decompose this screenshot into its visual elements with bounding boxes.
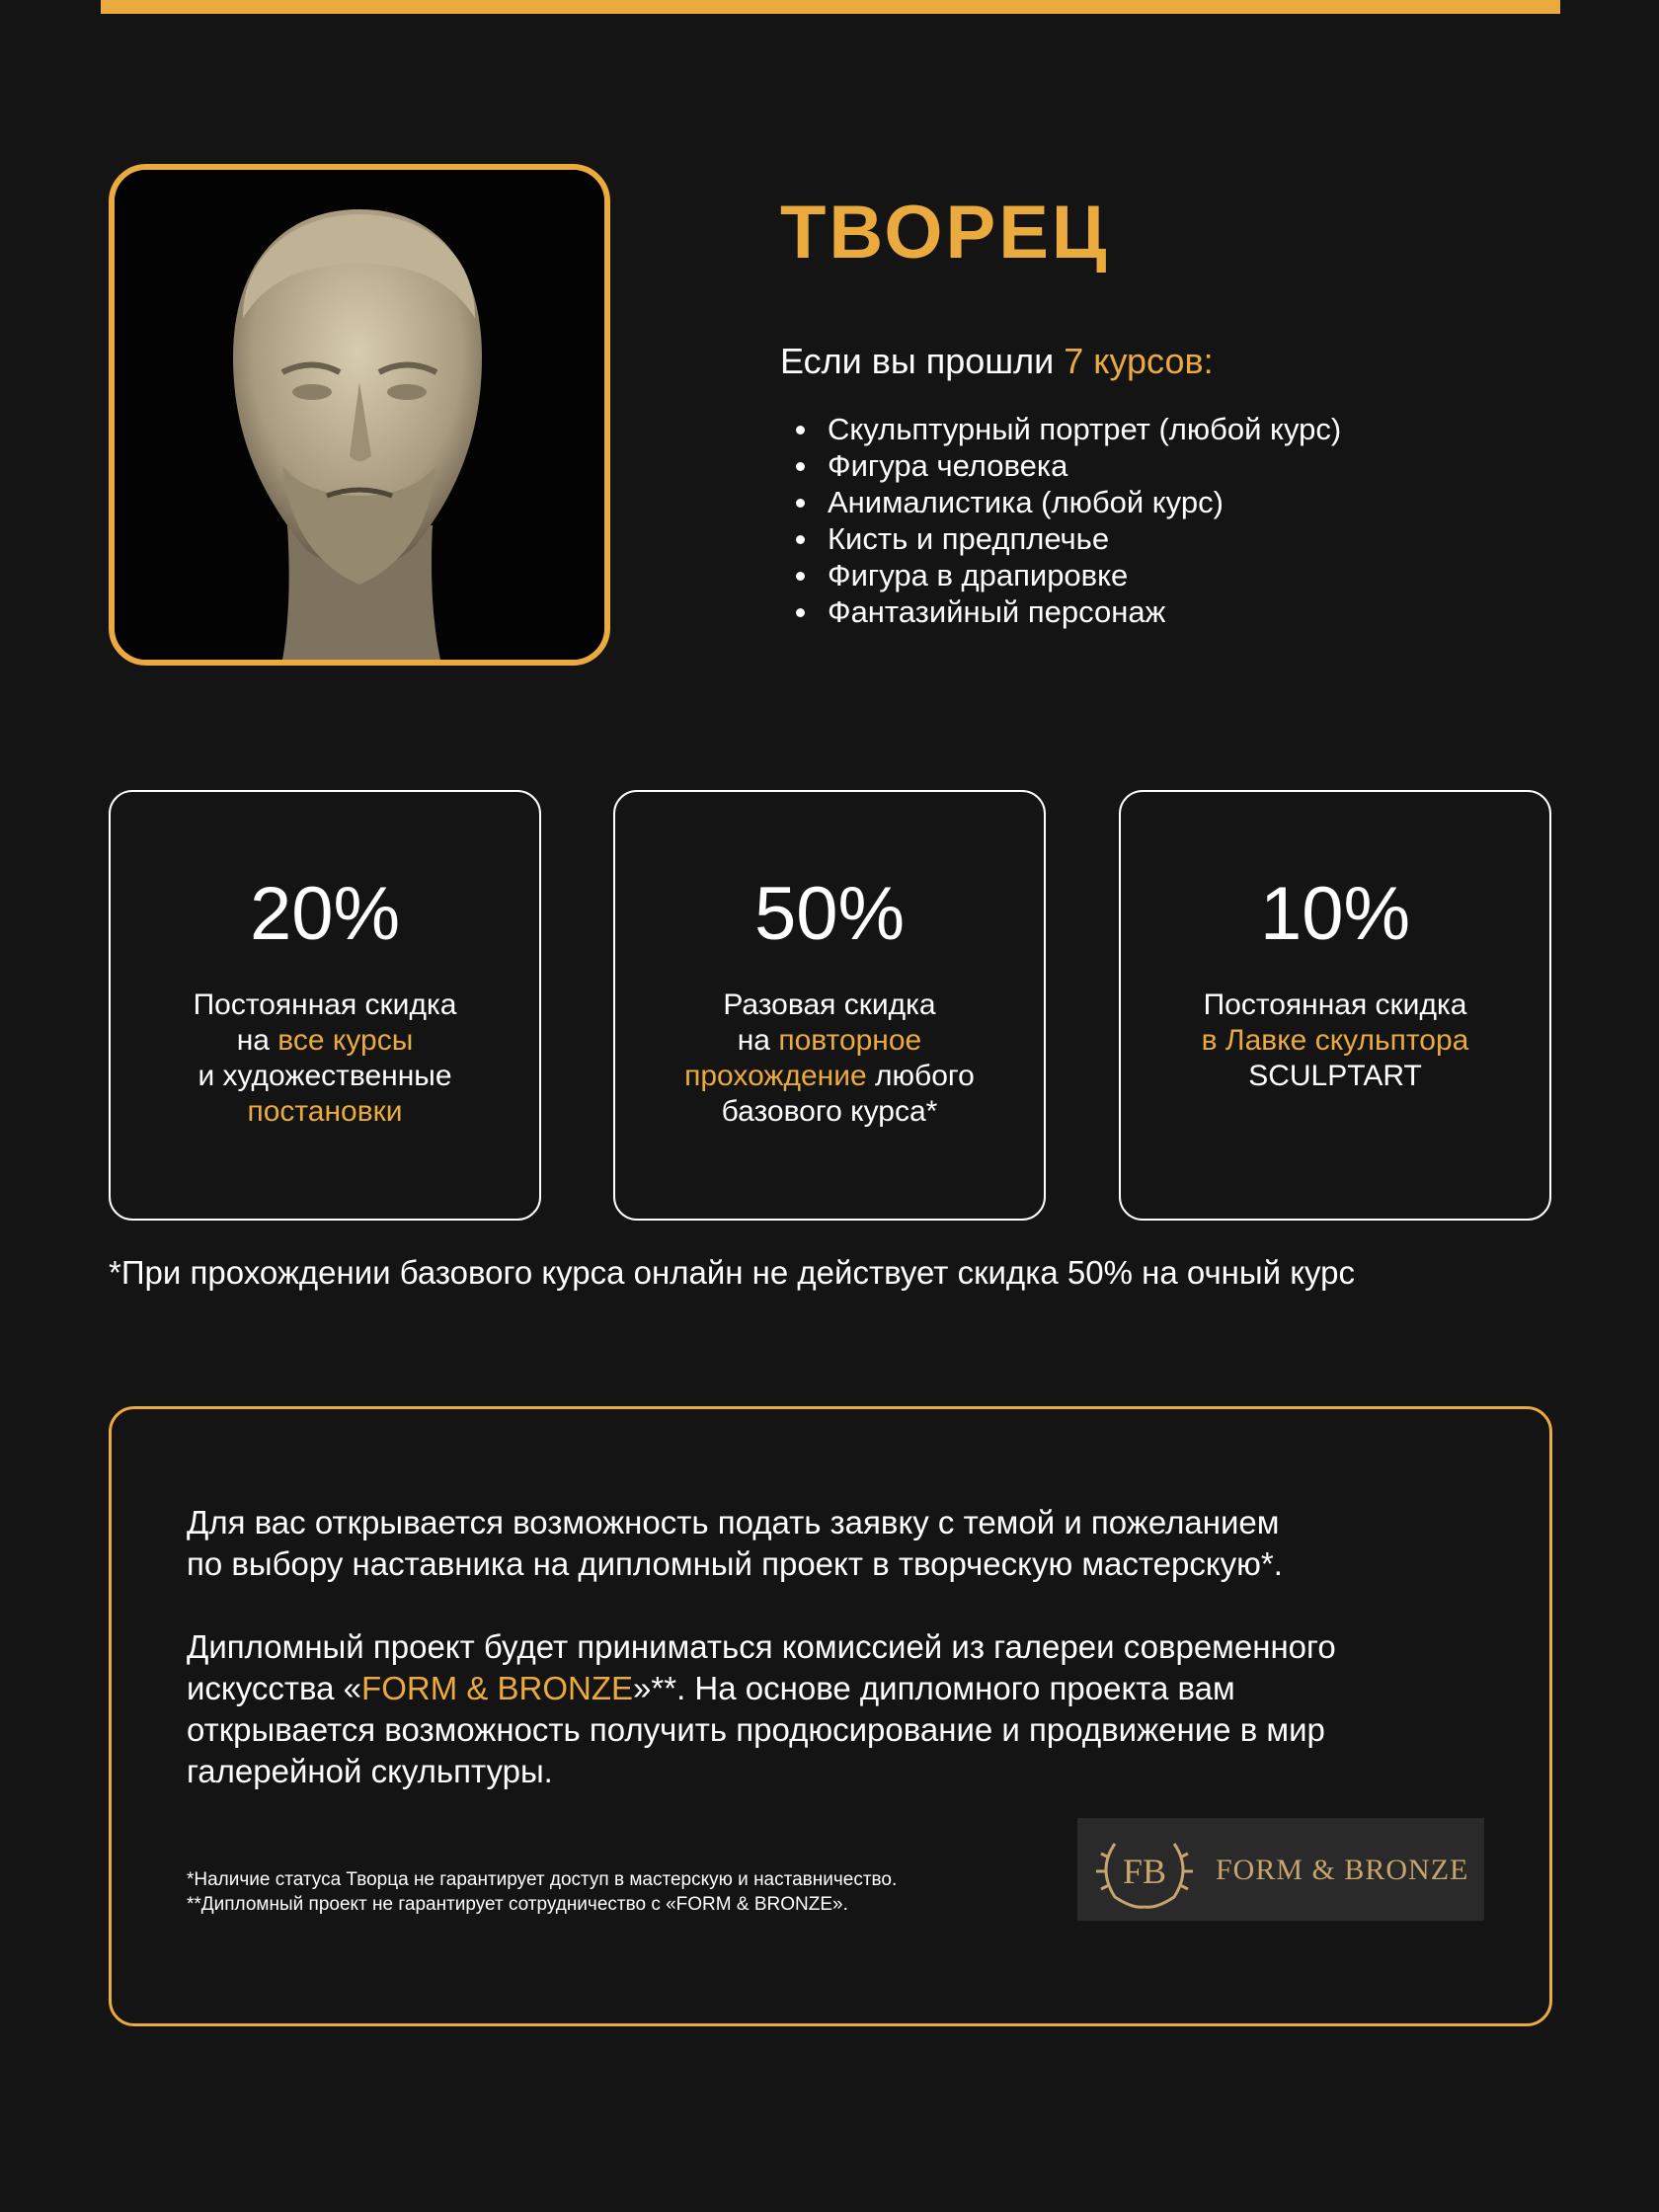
info-line-text: »**. На основе дипломного проекта вам [633,1670,1235,1706]
disclaimer-line: *Наличие статуса Творца не гарантирует доступ в мастерскую и наставничество. [187,1869,898,1890]
list-item: Кисть и предплечье [780,520,1341,557]
discount-line: Постоянная скидка [1203,988,1467,1021]
discount-footnote: *При прохождении базового курса онлайн не действует скидка 50% на очный курс [109,1254,1355,1291]
info-line-text: искусства « [187,1670,362,1706]
info-paragraph [187,1502,1500,1585]
laurel-monogram-icon [1085,1824,1204,1915]
discount-highlight: в Лавке скульптора [1201,1024,1469,1057]
discount-line: Постоянная скидка [193,988,457,1021]
discount-line-text: на [737,1024,779,1057]
logo-text: FORM & BRONZE [1216,1854,1469,1886]
info-line [187,1668,1500,1709]
discount-line: Разовая скидка [723,988,936,1021]
discount-description [130,988,519,1130]
discount-line: SCULPTART [1248,1060,1422,1092]
discount-line-text: на [236,1024,278,1057]
diploma-info-box [109,1406,1552,2026]
discount-percent: 10% [1259,872,1411,956]
info-line: галерейной скульптуры. [187,1753,553,1789]
discount-line-text: любого [866,1060,975,1092]
logo-monogram: FB [1122,1852,1167,1891]
discount-description [635,988,1024,1130]
form-bronze-logo [1077,1818,1484,1921]
courses-count: 7 курсов: [1064,341,1214,381]
discount-line: базового курса* [721,1095,938,1128]
discount-line: и художественные [198,1060,452,1092]
courses-requirement [780,340,1214,382]
top-accent-bar [101,0,1560,14]
subtitle-text: Если вы прошли [780,341,1065,381]
discount-line [635,1023,1024,1059]
discount-highlight: постановки [247,1095,403,1128]
info-paragraph [187,1626,1500,1792]
list-item: Скульптурный портрет (любой курс) [780,411,1341,447]
courses-list [780,411,1341,630]
discount-line [130,1023,519,1059]
discount-highlight: повторное [778,1024,922,1057]
gallery-name: FORM & BRONZE [361,1670,634,1706]
discount-highlight: все курсы [277,1024,414,1057]
discount-description [1141,988,1530,1094]
page-title: ТВОРЕЦ [780,191,1110,275]
discount-card-shop [1119,790,1551,1221]
discount-card-courses [109,790,541,1221]
disclaimer-notes [187,1867,897,1917]
disclaimer-line: **Дипломный проект не гарантирует сотрудничество с «FORM & BRONZE». [187,1894,848,1915]
list-item: Анималистика (любой курс) [780,484,1341,520]
info-line: открывается возможность получить продюсирование и продвижение в мир [187,1711,1325,1748]
list-item: Фантазийный персонаж [780,593,1341,630]
discount-percent: 20% [249,872,401,956]
list-item: Фигура в драпировке [780,557,1341,593]
info-line: Для вас открывается возможность подать заявку с темой и пожеланием [187,1504,1280,1540]
sculpture-portrait-image [109,164,610,666]
discount-percent: 50% [753,872,906,956]
discount-card-repeat [613,790,1046,1221]
discount-highlight: прохождение [684,1060,867,1092]
info-line: по выбору наставника на дипломный проект в творческую мастерскую*. [187,1545,1283,1582]
list-item: Фигура человека [780,447,1341,484]
discount-line [635,1059,1024,1094]
info-line: Дипломный проект будет приниматься комиссией из галереи современного [187,1628,1336,1665]
